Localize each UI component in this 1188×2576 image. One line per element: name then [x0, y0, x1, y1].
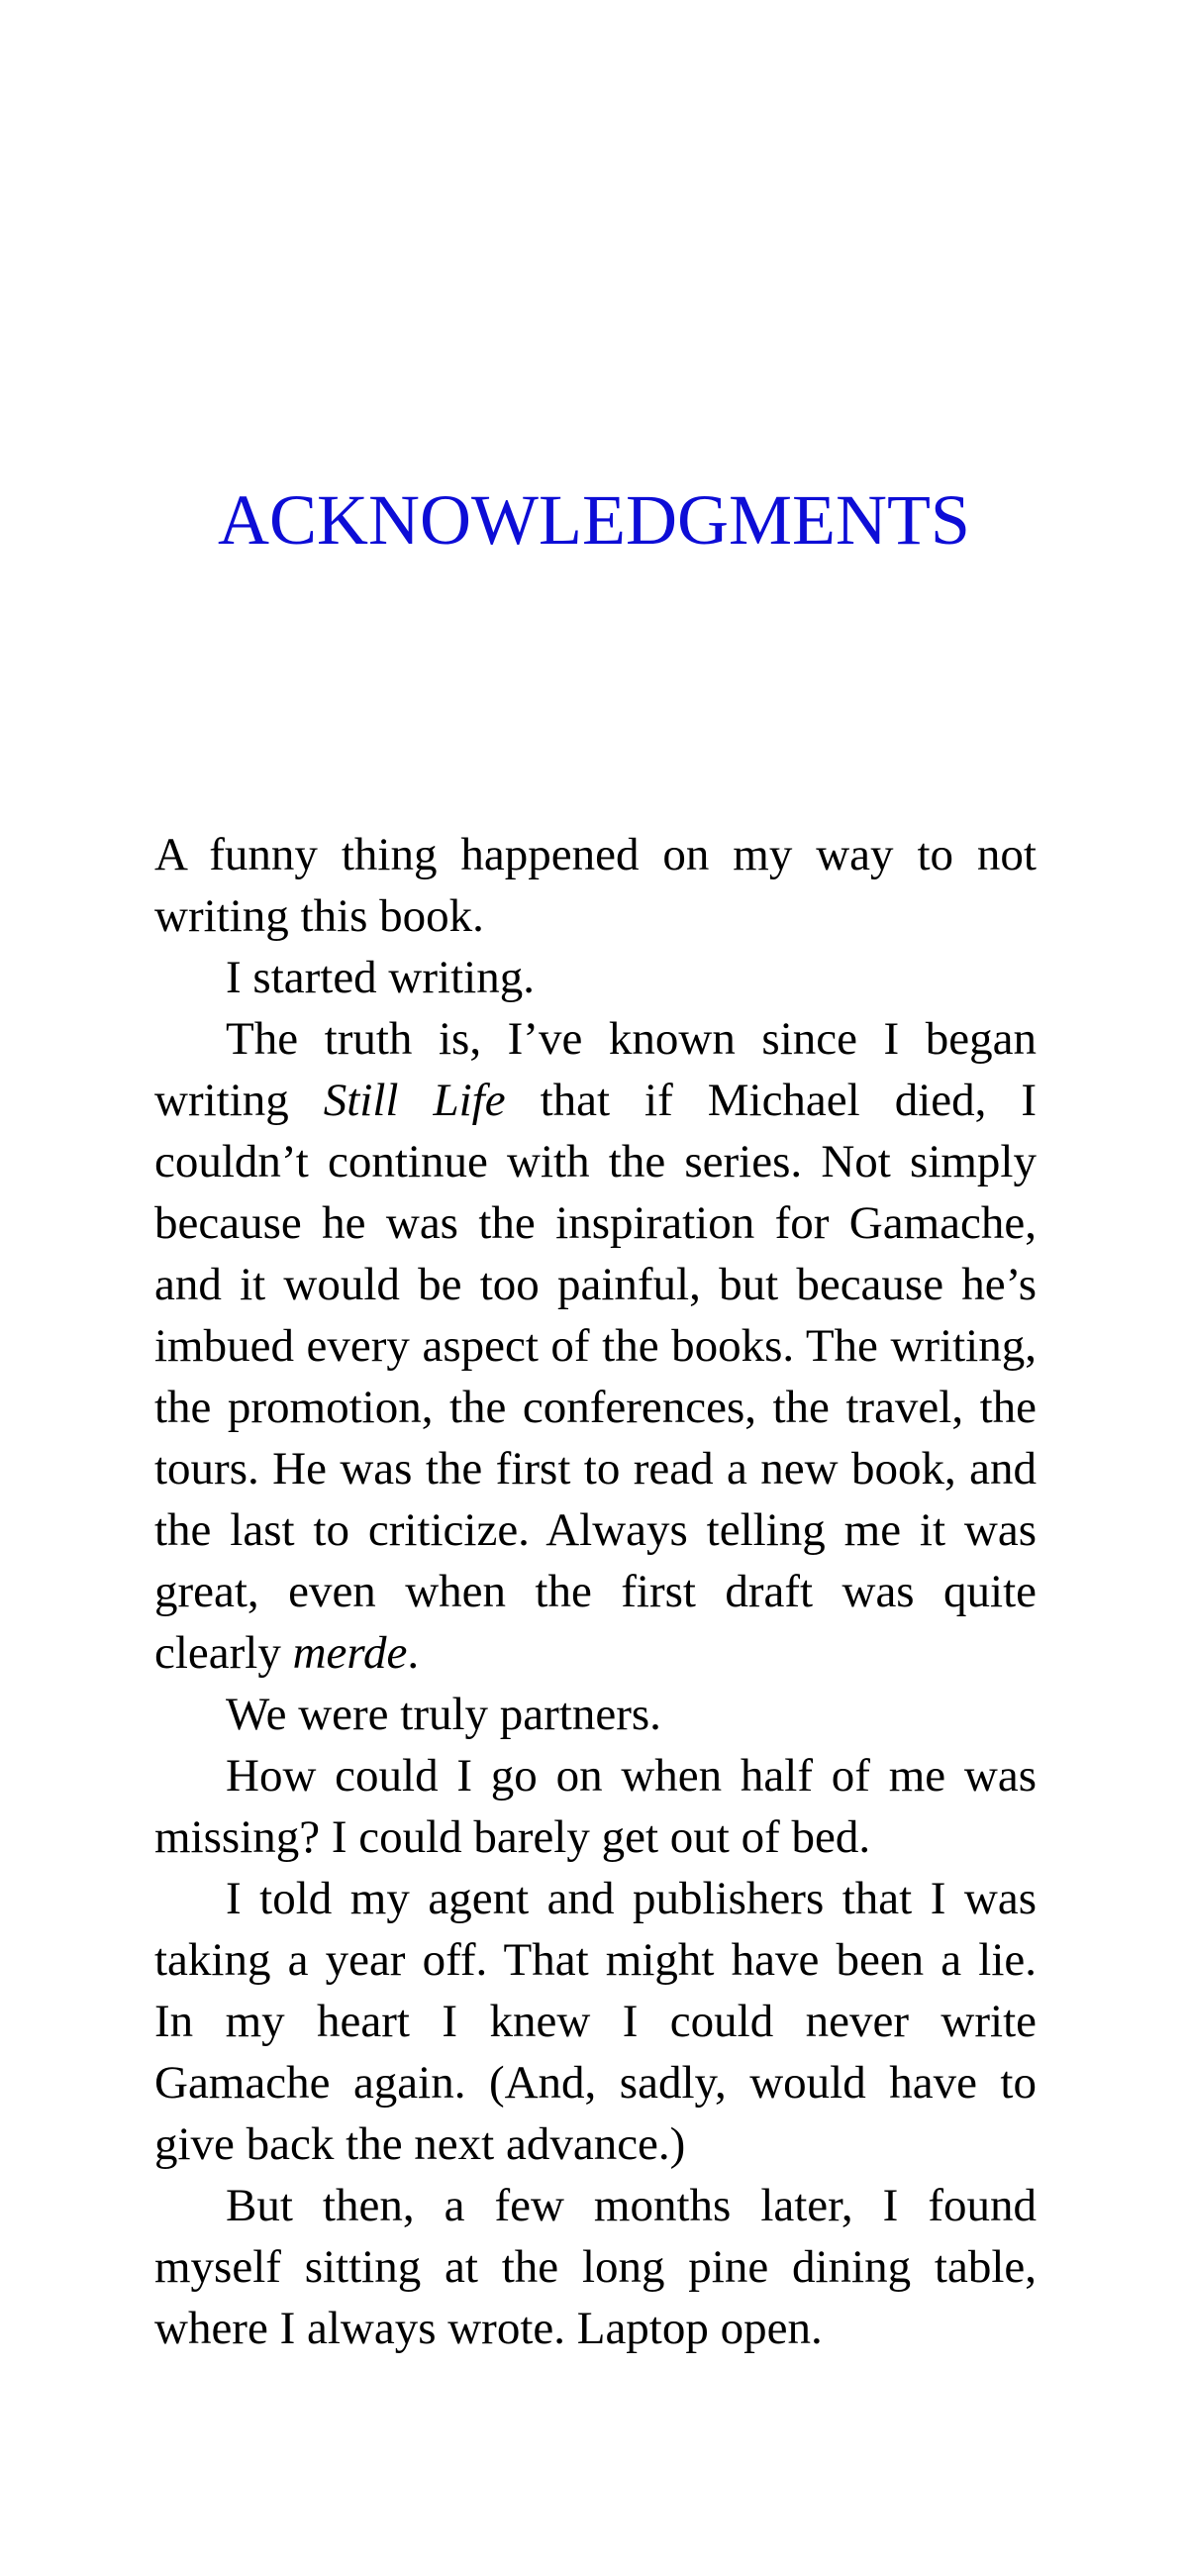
- text-run: I told my agent and publishers that I was taking a year off. That might have been a lie. In my heart I knew I could never write Gamache again. (And, sadly, would have to give back the next advance.): [154, 1873, 1037, 2170]
- text-run: But then, a few months later, I found myself sitting at the long pine dining table, where I always wrote. Laptop open.: [154, 2180, 1037, 2354]
- body-text: [154, 824, 1037, 2359]
- chapter-title: ACKNOWLEDGMENTS: [218, 480, 970, 560]
- paragraph: [154, 947, 1037, 1008]
- paragraph: [154, 1008, 1037, 1684]
- text-run: How could I go on when half of me was missing? I could barely get out of bed.: [154, 1750, 1037, 1863]
- text-run: that if Michael died, I couldn’t continue with the series. Not simply because he was the inspiration for Gamache, and it would be too painful, but because he’s imbued every aspect of the books. The writing, the promotion, the conferences, the travel, the tours. He was the first to read a new book, and the last to criticize. Always telling me it was great, even when the first draft was quite clearly: [154, 1075, 1037, 1679]
- paragraph: [154, 2175, 1037, 2359]
- book-title-italic: Still Life: [323, 1075, 506, 1126]
- paragraph: [154, 1684, 1037, 1745]
- text-run: .: [407, 1627, 420, 1679]
- text-run: I started writing.: [226, 952, 535, 1003]
- italic-word: merde: [292, 1627, 408, 1679]
- text-run: We were truly partners.: [226, 1689, 661, 1740]
- paragraph: [154, 1745, 1037, 1868]
- text-run: A funny thing happened on my way to not writing this book.: [154, 829, 1037, 942]
- paragraph: [154, 1868, 1037, 2175]
- text-run: The truth is, I’ve known since I began writing: [154, 1013, 1037, 1126]
- paragraph: [154, 824, 1037, 947]
